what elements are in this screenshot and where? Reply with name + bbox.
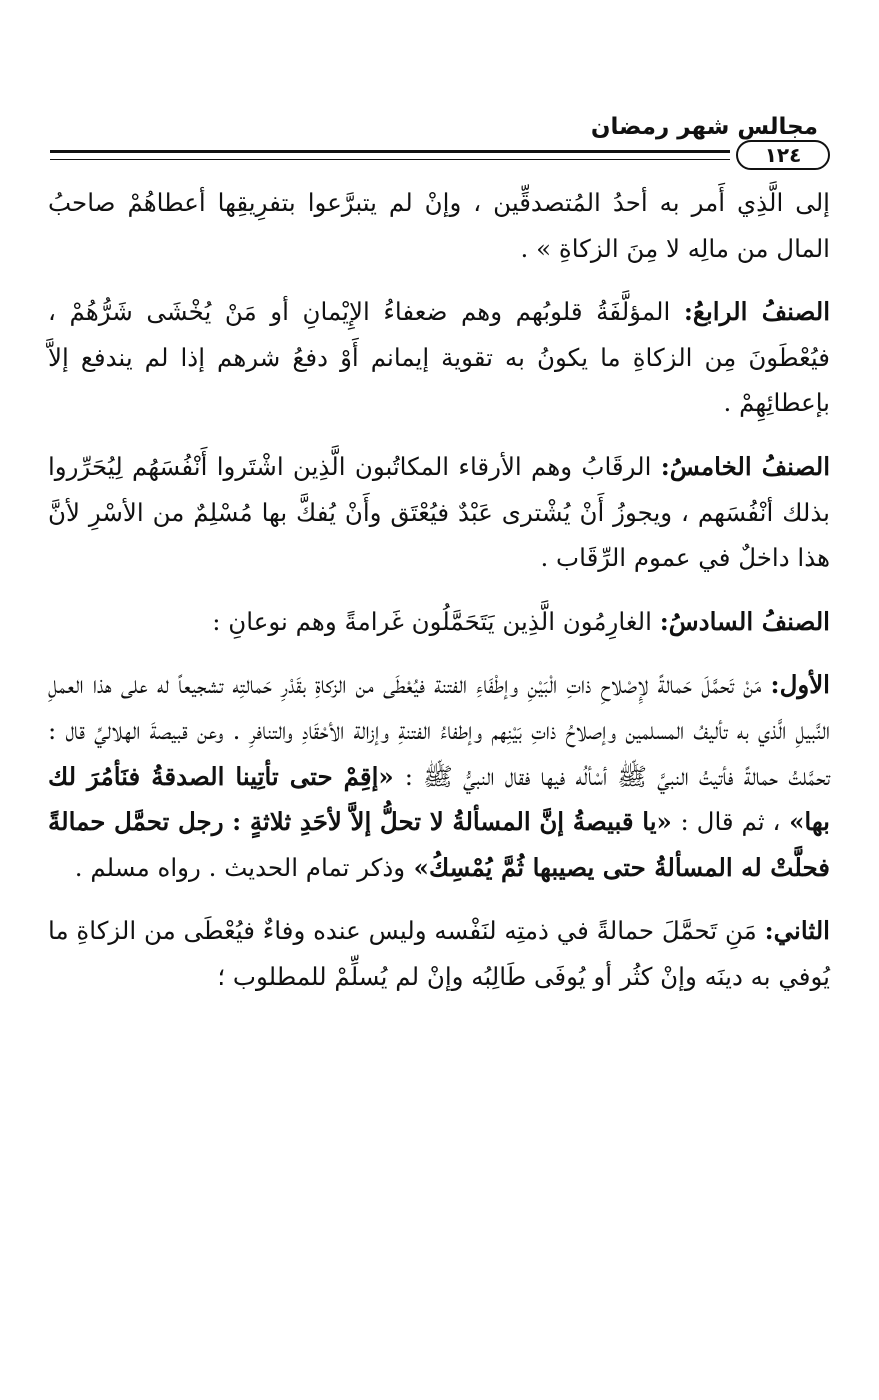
hadith-quote: «يا قبيصةُ إنَّ المسألةُ لا تحلُّ إلاَّ لأحَدِ ثلاثةٍ : رجل تحمَّل حمالةً فحلَّتْ له المسألةُ حتى يصيبها ثُمَّ يُمْسِكُ» (48, 807, 830, 882)
header-rule (50, 150, 730, 160)
paragraph-heading: الصنفُ الخامسُ: (660, 451, 831, 481)
page-body (48, 180, 830, 1000)
hadith-quote: «إقِمْ حتى تأتِينا الصدقةُ فنَأمُرَ لك بها» (48, 761, 830, 837)
paragraph-text: الرقَابُ وهم الأرقاء المكاتُبون الَّذِين اشْتَروا أَنْفُسَهُم لِيُحَرِّروا بذلك أنْفُسَهم ، ويجوزُ أَنْ يُشْترى عَبْدٌ فيُعْتَق وأَنْ يُفكَّ بها مُسْلِمٌ من الأسْرِ لأنَّ هذا داخلٌ في عموم الرِّقَاب . (48, 451, 830, 573)
paragraph-sixth-category (48, 599, 830, 645)
paragraph-fourth-category (48, 289, 830, 426)
paragraph-second-type (48, 908, 830, 999)
paragraph-text: الغارِمُون الَّذِين يَتَحَمَّلُون غَرامةً وهم نوعانِ : (212, 606, 660, 636)
paragraph-text: مَنْ تَحمَّلَ حَمالةً لإِصْلاحِ ذاتِ الْبَيْنِ وإطْفَاءِ الفتنة فيُعْطَى من الزكاةِ بقَدْرِ حَمالتِه تشجيعاً له على هذا العملِ النَّبيلِ الَّذي به تأليفُ المسلمين وإصلاحُ ذاتِ بَيْنِهم وإطفاءُ الفتنةِ وإزالة الأحْقَادِ والتنافرِ . وعن قبيصةَ الهلاليِّ قال : تحمَّلتُ حمالةً فأتيتُ النبيَّ ﷺ أسْألُه فيها فقال النبيُّ ﷺ : (48, 670, 830, 791)
paragraph-first-type (48, 662, 830, 890)
paragraph-fifth-category (48, 444, 830, 581)
paragraph-continuation (48, 180, 830, 271)
paragraph-heading: الصنفُ السادسُ: (659, 606, 830, 636)
paragraph-text: وذكر تمام الحديث . رواه مسلم . (74, 852, 406, 882)
page-header (50, 112, 830, 172)
paragraph-heading: الصنفُ الرابعُ: (683, 297, 830, 327)
paragraph-text: المؤلَّفَةُ قلوبُهم وهم ضعفاءُ الإِيْمانِ أو مَنْ يُخْشَى شَرُّهُمْ ، فيُعْطَونَ مِن الزكاةِ ما يكونُ به تقوية إيمانم أَوْ دفعُ شرهم إذا لم يندفع إلاَّ بإعطائِهِمْ . (48, 297, 830, 418)
paragraph-text: إلى الَّذِي أَمر به أحدُ المُتصدقِّين ، وإنْ لم يتبرَّعوا بتفرِيقِها أعطاهُمْ صاحبُ المال من مالِه لا مِنَ الزكاةِ » . (48, 188, 830, 263)
paragraph-heading: الأول: (770, 670, 830, 700)
paragraph-text: ، ثم قال : (680, 807, 781, 837)
page-number: ١٢٤ (736, 140, 830, 170)
running-title: مجالس شهر رمضان (590, 114, 818, 140)
paragraph-text: مَنِ تَحمَّلَ حمالةً في ذمتِه لنَفْسه وليس عنده وفاءٌ فيُعْطَى من الزكاةِ ما يُوفي به دينَه وإنْ كثُر أو يُوفَى طَالِبُه وإنْ لم يُسلِّمْ للمطلوب ؛ (48, 916, 830, 991)
paragraph-heading: الثاني: (764, 916, 830, 946)
